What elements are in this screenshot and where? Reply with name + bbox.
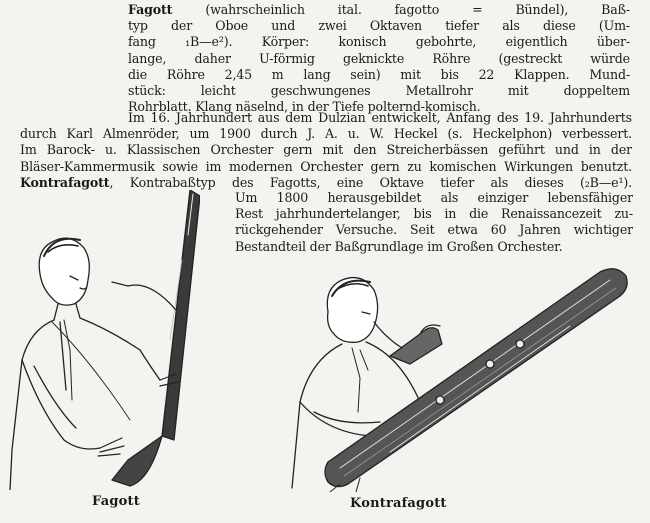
text-line: lange, daher U-förmig geknickte Röhre (gestreckt würde	[128, 50, 630, 66]
kontrafagott-definition	[235, 190, 633, 255]
text-line: Rohrblatt. Klang näselnd, in der Tiefe polternd-komisch.	[128, 99, 481, 115]
fagott-caption: Fagott	[92, 494, 140, 509]
text-line: Im Barock- u. Klassischen Orchester gern mit den Streicherbässen geführt und in der	[20, 142, 632, 158]
text-line: Fagott (wahrscheinlich ital. fagotto = Bündel), Baß-	[128, 2, 630, 17]
history-paragraph	[20, 110, 632, 191]
kontrafagott-player-illustration	[270, 252, 642, 492]
kontrafagott-caption: Kontrafagott	[350, 496, 447, 511]
text-line: stück: leicht geschwungenes Metallrohr mit doppeltem	[128, 83, 630, 99]
kontrafagott-term: Kontrafagott	[20, 174, 110, 190]
text-line: Bläser-Kammermusik sowie im modernen Orchester gern zu komischen Wirkungen benutzt.	[20, 158, 632, 174]
fagott-player-illustration	[0, 190, 200, 490]
text-line: Kontrafagott, Kontrabaßtyp des Fagotts, eine Oktave tiefer als dieses (₂B—e¹).	[20, 174, 632, 190]
fagott-term: Fagott	[128, 2, 173, 17]
text-line: Im 16. Jahrhundert aus dem Dulzian entwickelt, Anfang des 19. Jahrhunderts	[128, 110, 632, 125]
fagott-definition	[128, 2, 630, 115]
text-line: Rest jahrhundertelanger, bis in die Renaissancezeit zu-	[235, 206, 633, 222]
text-line: fang ₁B—e²). Körper: konisch gebohrte, eigentlich über-	[128, 34, 630, 50]
text-line: durch Karl Almenröder, um 1900 durch J. A. u. W. Heckel (s. Heckelphon) verbessert.	[20, 126, 632, 142]
text-line: die Röhre 2,45 m lang sein) mit bis 22 Klappen. Mund-	[128, 66, 630, 82]
text-line: typ der Oboe und zwei Oktaven tiefer als diese (Um-	[128, 18, 630, 34]
text-line: rückgehender Versuche. Seit etwa 60 Jahren wichtiger	[235, 222, 633, 238]
text-line: Bestandteil der Baßgrundlage im Großen Orchester.	[235, 238, 563, 254]
text-line: Um 1800 herausgebildet als einziger lebensfähiger	[235, 190, 633, 205]
